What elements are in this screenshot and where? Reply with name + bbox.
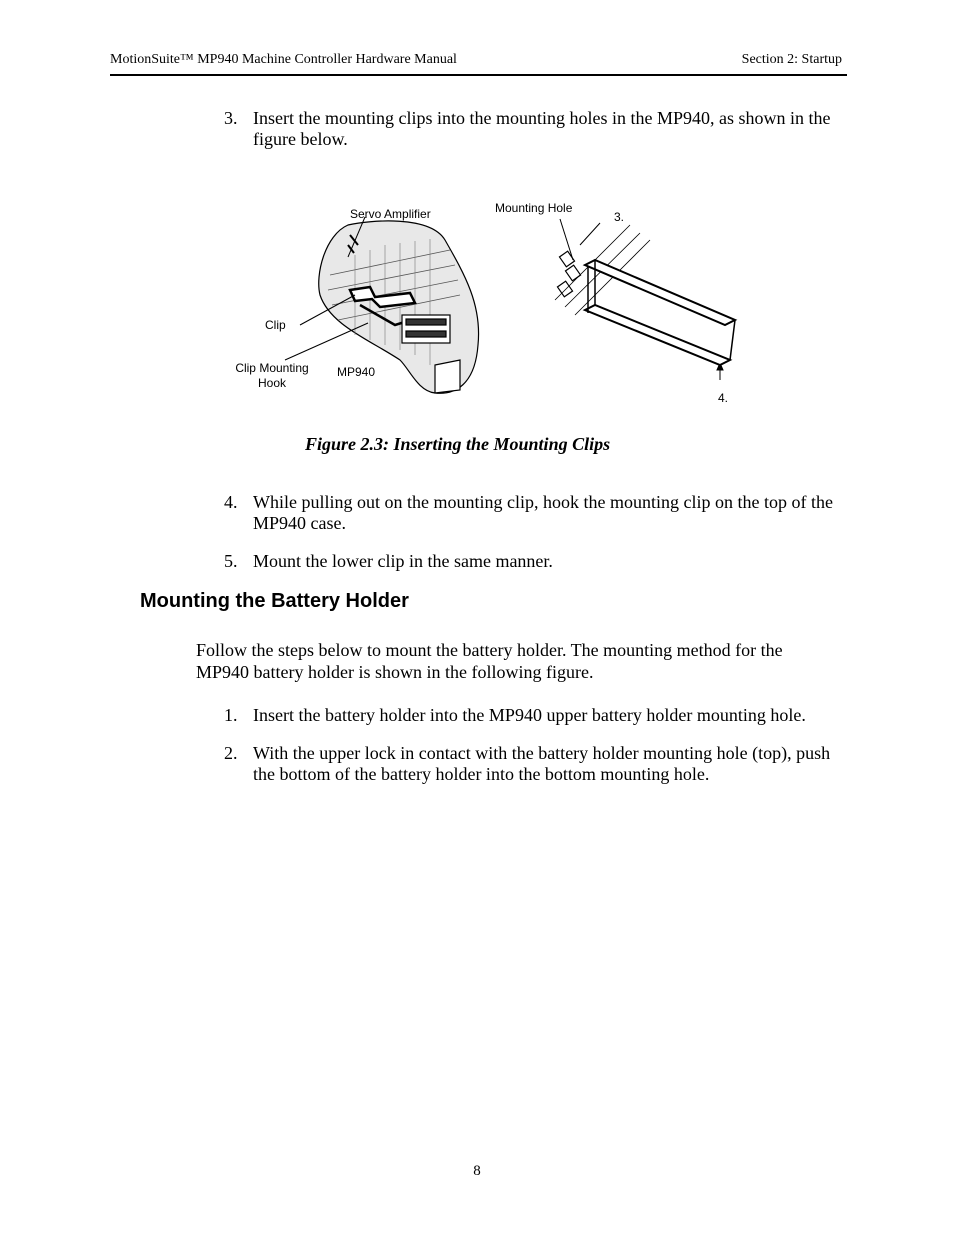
step-text: With the upper lock in contact with the battery holder mounting hole (top), push the bottom of the battery holder into the bottom mounting hole.	[253, 743, 831, 784]
step-text: While pulling out on the mounting clip, hook the mounting clip on the top of the MP940 case.	[253, 492, 833, 533]
step-number: 4.	[224, 492, 238, 512]
step-number: 5.	[224, 551, 238, 571]
din-rail-drawing	[555, 225, 735, 365]
step-number: 2.	[224, 743, 238, 763]
step-text: Insert the mounting clips into the mounting holes in the MP940, as shown in the figure below.	[253, 108, 831, 149]
label-servo-amplifier: Servo Amplifier	[350, 207, 431, 221]
label-clip: Clip	[265, 318, 286, 332]
label-step-4: 4.	[718, 391, 729, 405]
label-step-3: 3.	[614, 210, 625, 224]
figure-mounting-clips	[220, 195, 750, 410]
step-text: Insert the battery holder into the MP940 upper battery holder mounting hole.	[253, 705, 806, 725]
label-mp940: MP940	[337, 365, 376, 379]
label-mounting-hole: Mounting Hole	[495, 201, 573, 215]
step-number: 1.	[224, 705, 238, 725]
section-heading: Mounting the Battery Holder	[140, 590, 409, 612]
header-rule	[110, 74, 847, 76]
figure-caption: Figure 2.3: Inserting the Mounting Clips	[305, 434, 611, 454]
section-title: Section 2: Startup	[741, 52, 842, 67]
step-number: 3.	[224, 108, 238, 128]
page-number: 8	[473, 1163, 481, 1179]
manual-title: MotionSuite™ MP940 Machine Controller Hardware Manual	[110, 52, 457, 67]
battery-intro-paragraph: Follow the steps below to mount the battery holder. The mounting method for the MP940 battery holder is shown in the following figure.	[196, 640, 783, 682]
label-clip-mounting-hook: Clip Mounting Hook	[235, 361, 309, 390]
step-text: Mount the lower clip in the same manner.	[253, 551, 553, 571]
